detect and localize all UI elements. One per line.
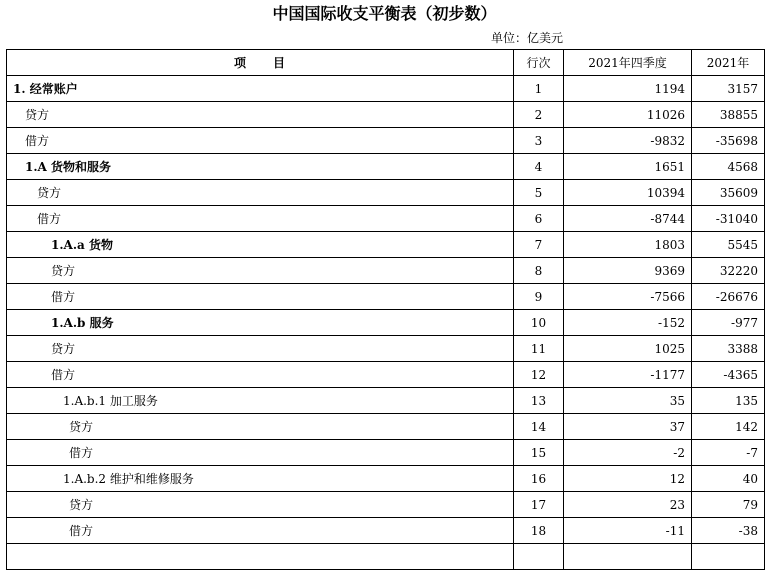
row-q4-value: -11 bbox=[564, 518, 692, 544]
row-q4-value: 1025 bbox=[564, 336, 692, 362]
row-q4-value: -152 bbox=[564, 310, 692, 336]
row-item: 借方 bbox=[7, 440, 514, 466]
row-number: 15 bbox=[514, 440, 564, 466]
table-row bbox=[7, 336, 765, 362]
table-row bbox=[7, 232, 765, 258]
row-year-value: 3157 bbox=[692, 76, 765, 102]
row-item: 1.A.b.2 维护和维修服务 bbox=[7, 466, 514, 492]
table-row bbox=[7, 414, 765, 440]
row-year-value: -7 bbox=[692, 440, 765, 466]
row-number: 9 bbox=[514, 284, 564, 310]
row-q4-value: 23 bbox=[564, 492, 692, 518]
row-year-value: 135 bbox=[692, 388, 765, 414]
row-q4-value: -7566 bbox=[564, 284, 692, 310]
row-year-value: 4568 bbox=[692, 154, 765, 180]
table-row bbox=[7, 466, 765, 492]
table-row bbox=[7, 76, 765, 102]
row-item: 1.A.a 货物 bbox=[7, 232, 514, 258]
row-year-value: 40 bbox=[692, 466, 765, 492]
table-row bbox=[7, 492, 765, 518]
row-number: 7 bbox=[514, 232, 564, 258]
row-year-value: -4365 bbox=[692, 362, 765, 388]
row-item: 借方 bbox=[7, 284, 514, 310]
row-item: 1.A.b.1 加工服务 bbox=[7, 388, 514, 414]
table-row bbox=[7, 362, 765, 388]
row-number: 16 bbox=[514, 466, 564, 492]
row-year-value: 32220 bbox=[692, 258, 765, 284]
row-number: 18 bbox=[514, 518, 564, 544]
row-item: 贷方 bbox=[7, 336, 514, 362]
row-q4-value: 12 bbox=[564, 466, 692, 492]
row-number: 10 bbox=[514, 310, 564, 336]
row-year-value: 142 bbox=[692, 414, 765, 440]
page-title: 中国国际收支平衡表（初步数） bbox=[272, 4, 497, 23]
row-number: 12 bbox=[514, 362, 564, 388]
row-q4-value: -1177 bbox=[564, 362, 692, 388]
row-number: 8 bbox=[514, 258, 564, 284]
row-number: 13 bbox=[514, 388, 564, 414]
row-item: 借方 bbox=[7, 128, 514, 154]
row-q4-value: 11026 bbox=[564, 102, 692, 128]
row-item: 1.A.b 服务 bbox=[7, 310, 514, 336]
row-q4-value: 1803 bbox=[564, 232, 692, 258]
row-item: 借方 bbox=[7, 518, 514, 544]
table-row bbox=[7, 180, 765, 206]
row-q4-value: 10394 bbox=[564, 180, 692, 206]
header-row-number: 行次 bbox=[514, 50, 564, 76]
row-number: 4 bbox=[514, 154, 564, 180]
row-item: 贷方 bbox=[7, 492, 514, 518]
table-row bbox=[7, 128, 765, 154]
row-year-value: -977 bbox=[692, 310, 765, 336]
row-number: 14 bbox=[514, 414, 564, 440]
table-row bbox=[7, 206, 765, 232]
row-year-value: 79 bbox=[692, 492, 765, 518]
row-item: 贷方 bbox=[7, 258, 514, 284]
balance-of-payments-table bbox=[6, 49, 765, 570]
row-item: 借方 bbox=[7, 206, 514, 232]
row-number: 2 bbox=[514, 102, 564, 128]
header-q4-2021: 2021年四季度 bbox=[564, 50, 692, 76]
header-item: 项 目 bbox=[7, 50, 514, 76]
table-row bbox=[7, 388, 765, 414]
header-year-2021: 2021年 bbox=[692, 50, 765, 76]
row-year-value: -35698 bbox=[692, 128, 765, 154]
row-q4-value: 1194 bbox=[564, 76, 692, 102]
row-q4-value: 1651 bbox=[564, 154, 692, 180]
row-item: 贷方 bbox=[7, 180, 514, 206]
unit-label: 单位：亿美元 bbox=[491, 31, 564, 45]
table-row bbox=[7, 258, 765, 284]
row-number: 5 bbox=[514, 180, 564, 206]
row-q4-value: 37 bbox=[564, 414, 692, 440]
row-q4-value: -2 bbox=[564, 440, 692, 466]
row-number: 11 bbox=[514, 336, 564, 362]
row-q4-value: 35 bbox=[564, 388, 692, 414]
row-year-value: 38855 bbox=[692, 102, 765, 128]
table-header-row bbox=[7, 50, 765, 76]
table-row bbox=[7, 102, 765, 128]
row-year-value: -31040 bbox=[692, 206, 765, 232]
table-row bbox=[7, 518, 765, 544]
row-year-value: 5545 bbox=[692, 232, 765, 258]
row-item: 1.A 货物和服务 bbox=[7, 154, 514, 180]
row-item: 贷方 bbox=[7, 102, 514, 128]
row-year-value: 35609 bbox=[692, 180, 765, 206]
row-number: 6 bbox=[514, 206, 564, 232]
row-year-value: 3388 bbox=[692, 336, 765, 362]
table-row bbox=[7, 154, 765, 180]
table-row bbox=[7, 310, 765, 336]
row-year-value: -26676 bbox=[692, 284, 765, 310]
row-item: 贷方 bbox=[7, 414, 514, 440]
row-q4-value: 9369 bbox=[564, 258, 692, 284]
table-row bbox=[7, 284, 765, 310]
row-number: 17 bbox=[514, 492, 564, 518]
row-q4-value: -9832 bbox=[564, 128, 692, 154]
row-q4-value: -8744 bbox=[564, 206, 692, 232]
table-row bbox=[7, 440, 765, 466]
row-number: 3 bbox=[514, 128, 564, 154]
row-year-value: -38 bbox=[692, 518, 765, 544]
row-number: 1 bbox=[514, 76, 564, 102]
row-item: 1. 经常账户 bbox=[7, 76, 514, 102]
row-item: 借方 bbox=[7, 362, 514, 388]
unit-label-row bbox=[0, 27, 769, 49]
